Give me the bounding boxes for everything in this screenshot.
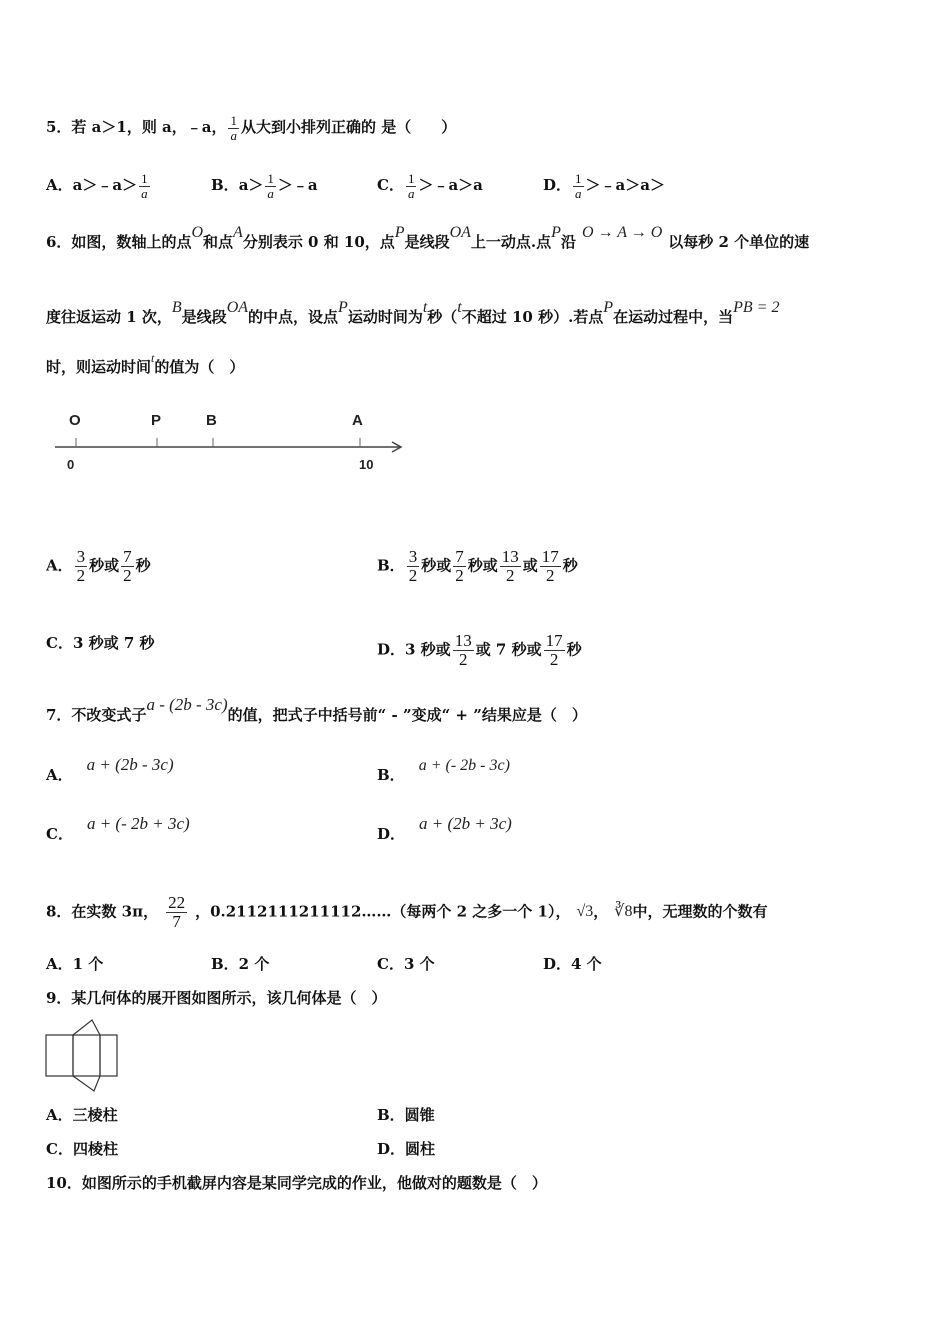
q8-option-c: C．3 个 xyxy=(377,955,435,973)
q9-option-c: C．四棱柱 xyxy=(46,1140,118,1158)
q5-option-c: C． $\frac{1}{a}$ ＞﹣a＞a xyxy=(377,171,483,201)
net-face-left xyxy=(46,1035,73,1076)
label-o: O xyxy=(69,412,81,429)
net-triangle-bottom xyxy=(73,1076,100,1091)
q9-stem: 9．某几何体的展开图如图所示，该几何体是（ ） xyxy=(46,989,387,1007)
q8-stem: 8．在实数 3π， $\frac{22}{7}$ ，0.2112111211112……（每两个 2 之多一个 1）， √3， ∛8中，无理数的个数有 xyxy=(46,893,768,931)
q8-option-b: B．2 个 xyxy=(211,955,270,973)
label-a: A xyxy=(352,412,363,429)
q10-stem: 10．如图所示的手机截屏内容是某同学完成的作业，他做对的题数是（ ） xyxy=(46,1174,547,1192)
q5-option-d: D． $\frac{1}{a}$ ＞﹣a＞a＞ xyxy=(543,171,665,201)
fraction: $\frac{1}{a}$ xyxy=(267,171,274,201)
q6-stem-line2: 度往返运动 1 次，B是线段OA的中点，设点P运动时间为t秒（t不超过 10 秒）.若点P在运动过程中，当PB = 2 xyxy=(46,299,780,326)
fraction: $\frac{1}{a}$ xyxy=(407,171,415,201)
cube-root-eight: ∛8 xyxy=(614,903,633,921)
q9-option-a: A．三棱柱 xyxy=(46,1106,118,1124)
q9-option-d: D．圆柱 xyxy=(377,1140,436,1158)
net-triangle-top xyxy=(73,1020,100,1035)
fraction: $\frac{17}{2}$ xyxy=(541,547,559,585)
q8-option-d: D．4 个 xyxy=(543,955,602,973)
fraction: $\frac{13}{2}$ xyxy=(501,547,519,585)
fraction: $\frac{1}{a}$ xyxy=(575,171,582,201)
q9-option-b: B．圆锥 xyxy=(377,1106,435,1124)
q8-option-a: A．1 个 xyxy=(46,955,104,973)
q7-option-b: B．a + (- 2b - 3c) xyxy=(377,757,510,784)
q6-option-d: D．3 秒或 $\frac{13}{2}$ 或 7 秒或 $\frac{17}{2}$ 秒 xyxy=(377,631,582,669)
label-p: P xyxy=(151,412,162,429)
q6-stem-line3: 时，则运动时间$^t$的值为（ ） xyxy=(46,351,245,376)
fraction: $\frac{1}{a}$ xyxy=(141,171,148,201)
q6-option-c: C．3 秒或 7 秒 xyxy=(46,634,155,652)
fraction: $\frac{3}{2}$ xyxy=(76,547,86,585)
q6-stem-line1: 6．如图，数轴上的点O和点A分别表示 0 和 10，点P是线段OA上一动点.点P沿O → A → O以每秒 2 个单位的速 xyxy=(46,224,810,251)
fraction: $\frac{13}{2}$ xyxy=(454,631,472,669)
net-face-middle xyxy=(73,1035,100,1076)
q7-option-c: C．a + (- 2b + 3c) xyxy=(46,814,190,843)
q7-option-d: D．a + (2b + 3c) xyxy=(377,814,512,843)
q6-option-b: B． $\frac{3}{2}$ 秒或 $\frac{7}{2}$ 秒或 $\frac{13}{2}$ 或 $\frac{17}{2}$ 秒 xyxy=(377,547,578,585)
net-face-right xyxy=(100,1035,117,1076)
q5-option-b: B．a＞ $\frac{1}{a}$ ＞﹣a xyxy=(211,171,318,201)
label-ten: 10 xyxy=(359,457,374,472)
q7-stem: 7．不改变式子a - (2b - 3c)的值，把式子中括号前“ - ”变成“ + ”结果应是（ ） xyxy=(46,695,587,724)
fraction: $\frac{7}{2}$ xyxy=(455,547,464,585)
label-b: B xyxy=(206,412,217,429)
fraction: $\frac{7}{2}$ xyxy=(123,547,132,585)
fraction: $\frac{22}{7}$ xyxy=(168,893,186,931)
fraction: $\frac{3}{2}$ xyxy=(408,547,418,585)
prism-net-figure xyxy=(44,1018,124,1094)
q6-option-a: A． $\frac{3}{2}$ 秒或 $\frac{7}{2}$ 秒 xyxy=(46,547,151,585)
q7-option-a: A．a + (2b - 3c) xyxy=(46,755,174,784)
fraction: $\frac{1}{a}$ xyxy=(230,113,237,143)
fraction: $\frac{17}{2}$ xyxy=(545,631,563,669)
sqrt-three: √3 xyxy=(576,903,594,921)
label-zero: 0 xyxy=(67,457,75,472)
number-line-figure xyxy=(50,405,410,477)
q5-option-a: A．a＞﹣a＞ $\frac{1}{a}$ xyxy=(46,171,148,201)
q5-stem: 5．若 a＞1，则 a，﹣a， $\frac{1}{a}$ 从大到小排列正确的 是（ ） xyxy=(46,113,457,143)
